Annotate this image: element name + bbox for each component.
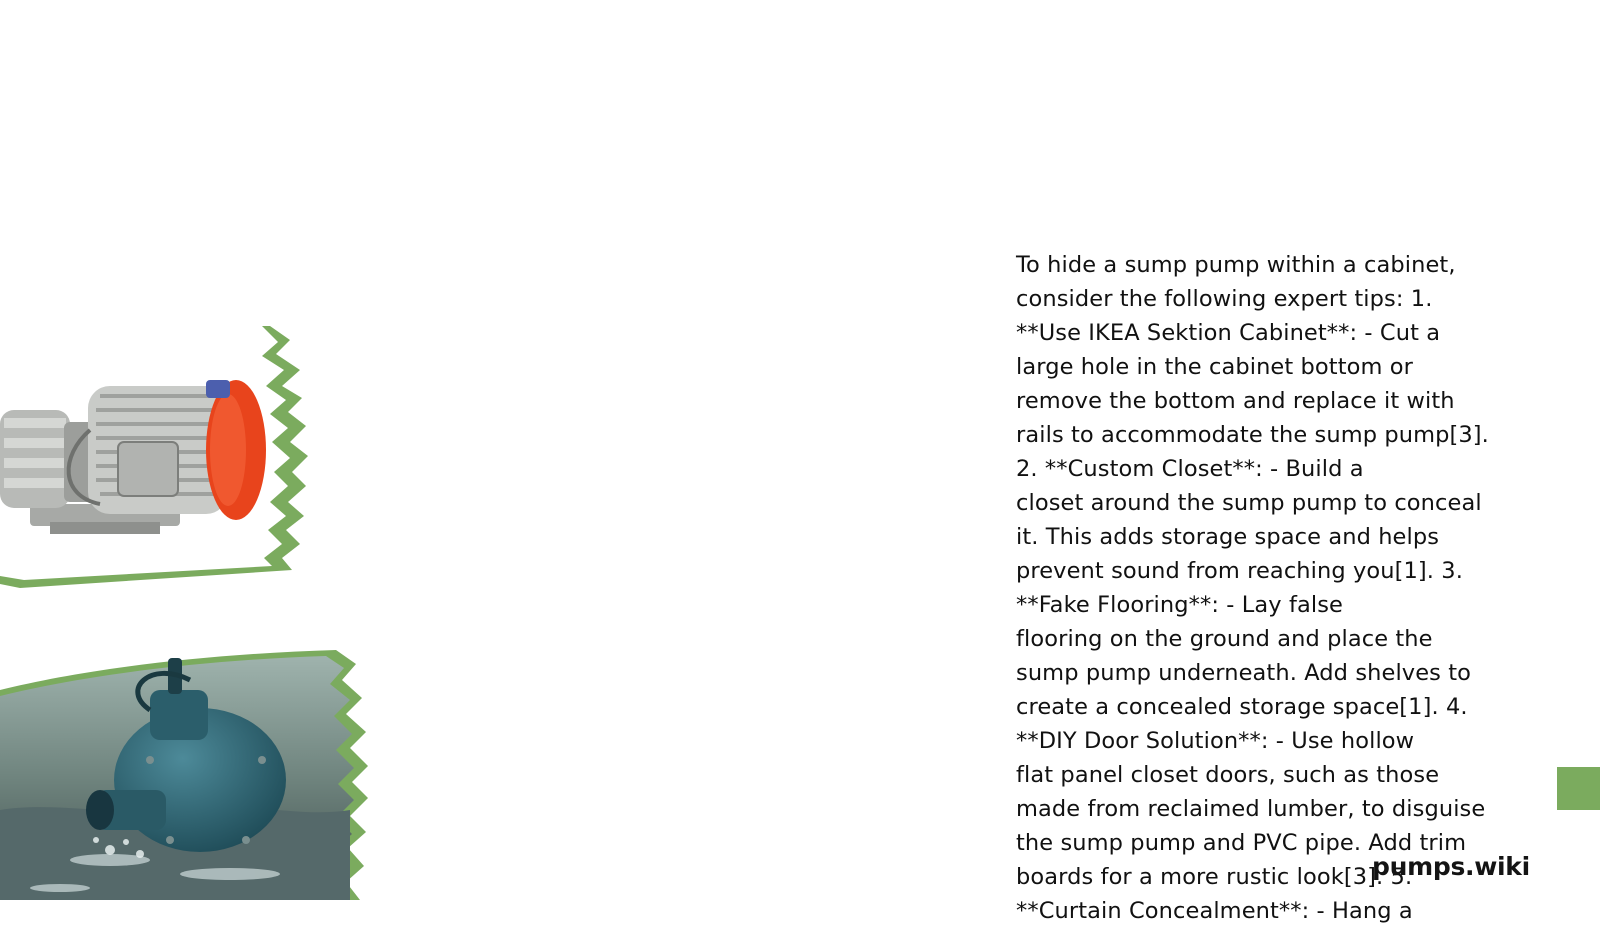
side-green-tab[interactable] bbox=[1557, 767, 1600, 810]
article-body-text: To hide a sump pump within a cabinet, consider the following expert tips: 1. **Use IKEA Sektion Cabinet**: - Cut a large hole in the cabinet bottom or remove the bottom and replace it with rails to accommodate the sump pump[3]. 2. **Custom Closet**: - Build a closet around the sump pump to conceal it. This adds storage space and helps prevent sound from reaching you[1]. 3. **Fake Flooring**: - Lay false flooring on the ground and place the sump pump underneath. Add shelves to create a concealed storage space[1]. 4. **DIY Door Solution**: - Use hollow flat panel closet doors, such as those made from reclaimed lumber, to disguise the sump pump and PVC pipe. Add trim boards for a more rustic look[3]. 5. **Curtain Concealment**: - Hang a bbox=[1016, 252, 1489, 924]
pump-illustration-image bbox=[0, 326, 320, 594]
sump-pump-photo-image bbox=[0, 650, 370, 900]
site-watermark: pumps.wiki bbox=[1372, 852, 1530, 881]
